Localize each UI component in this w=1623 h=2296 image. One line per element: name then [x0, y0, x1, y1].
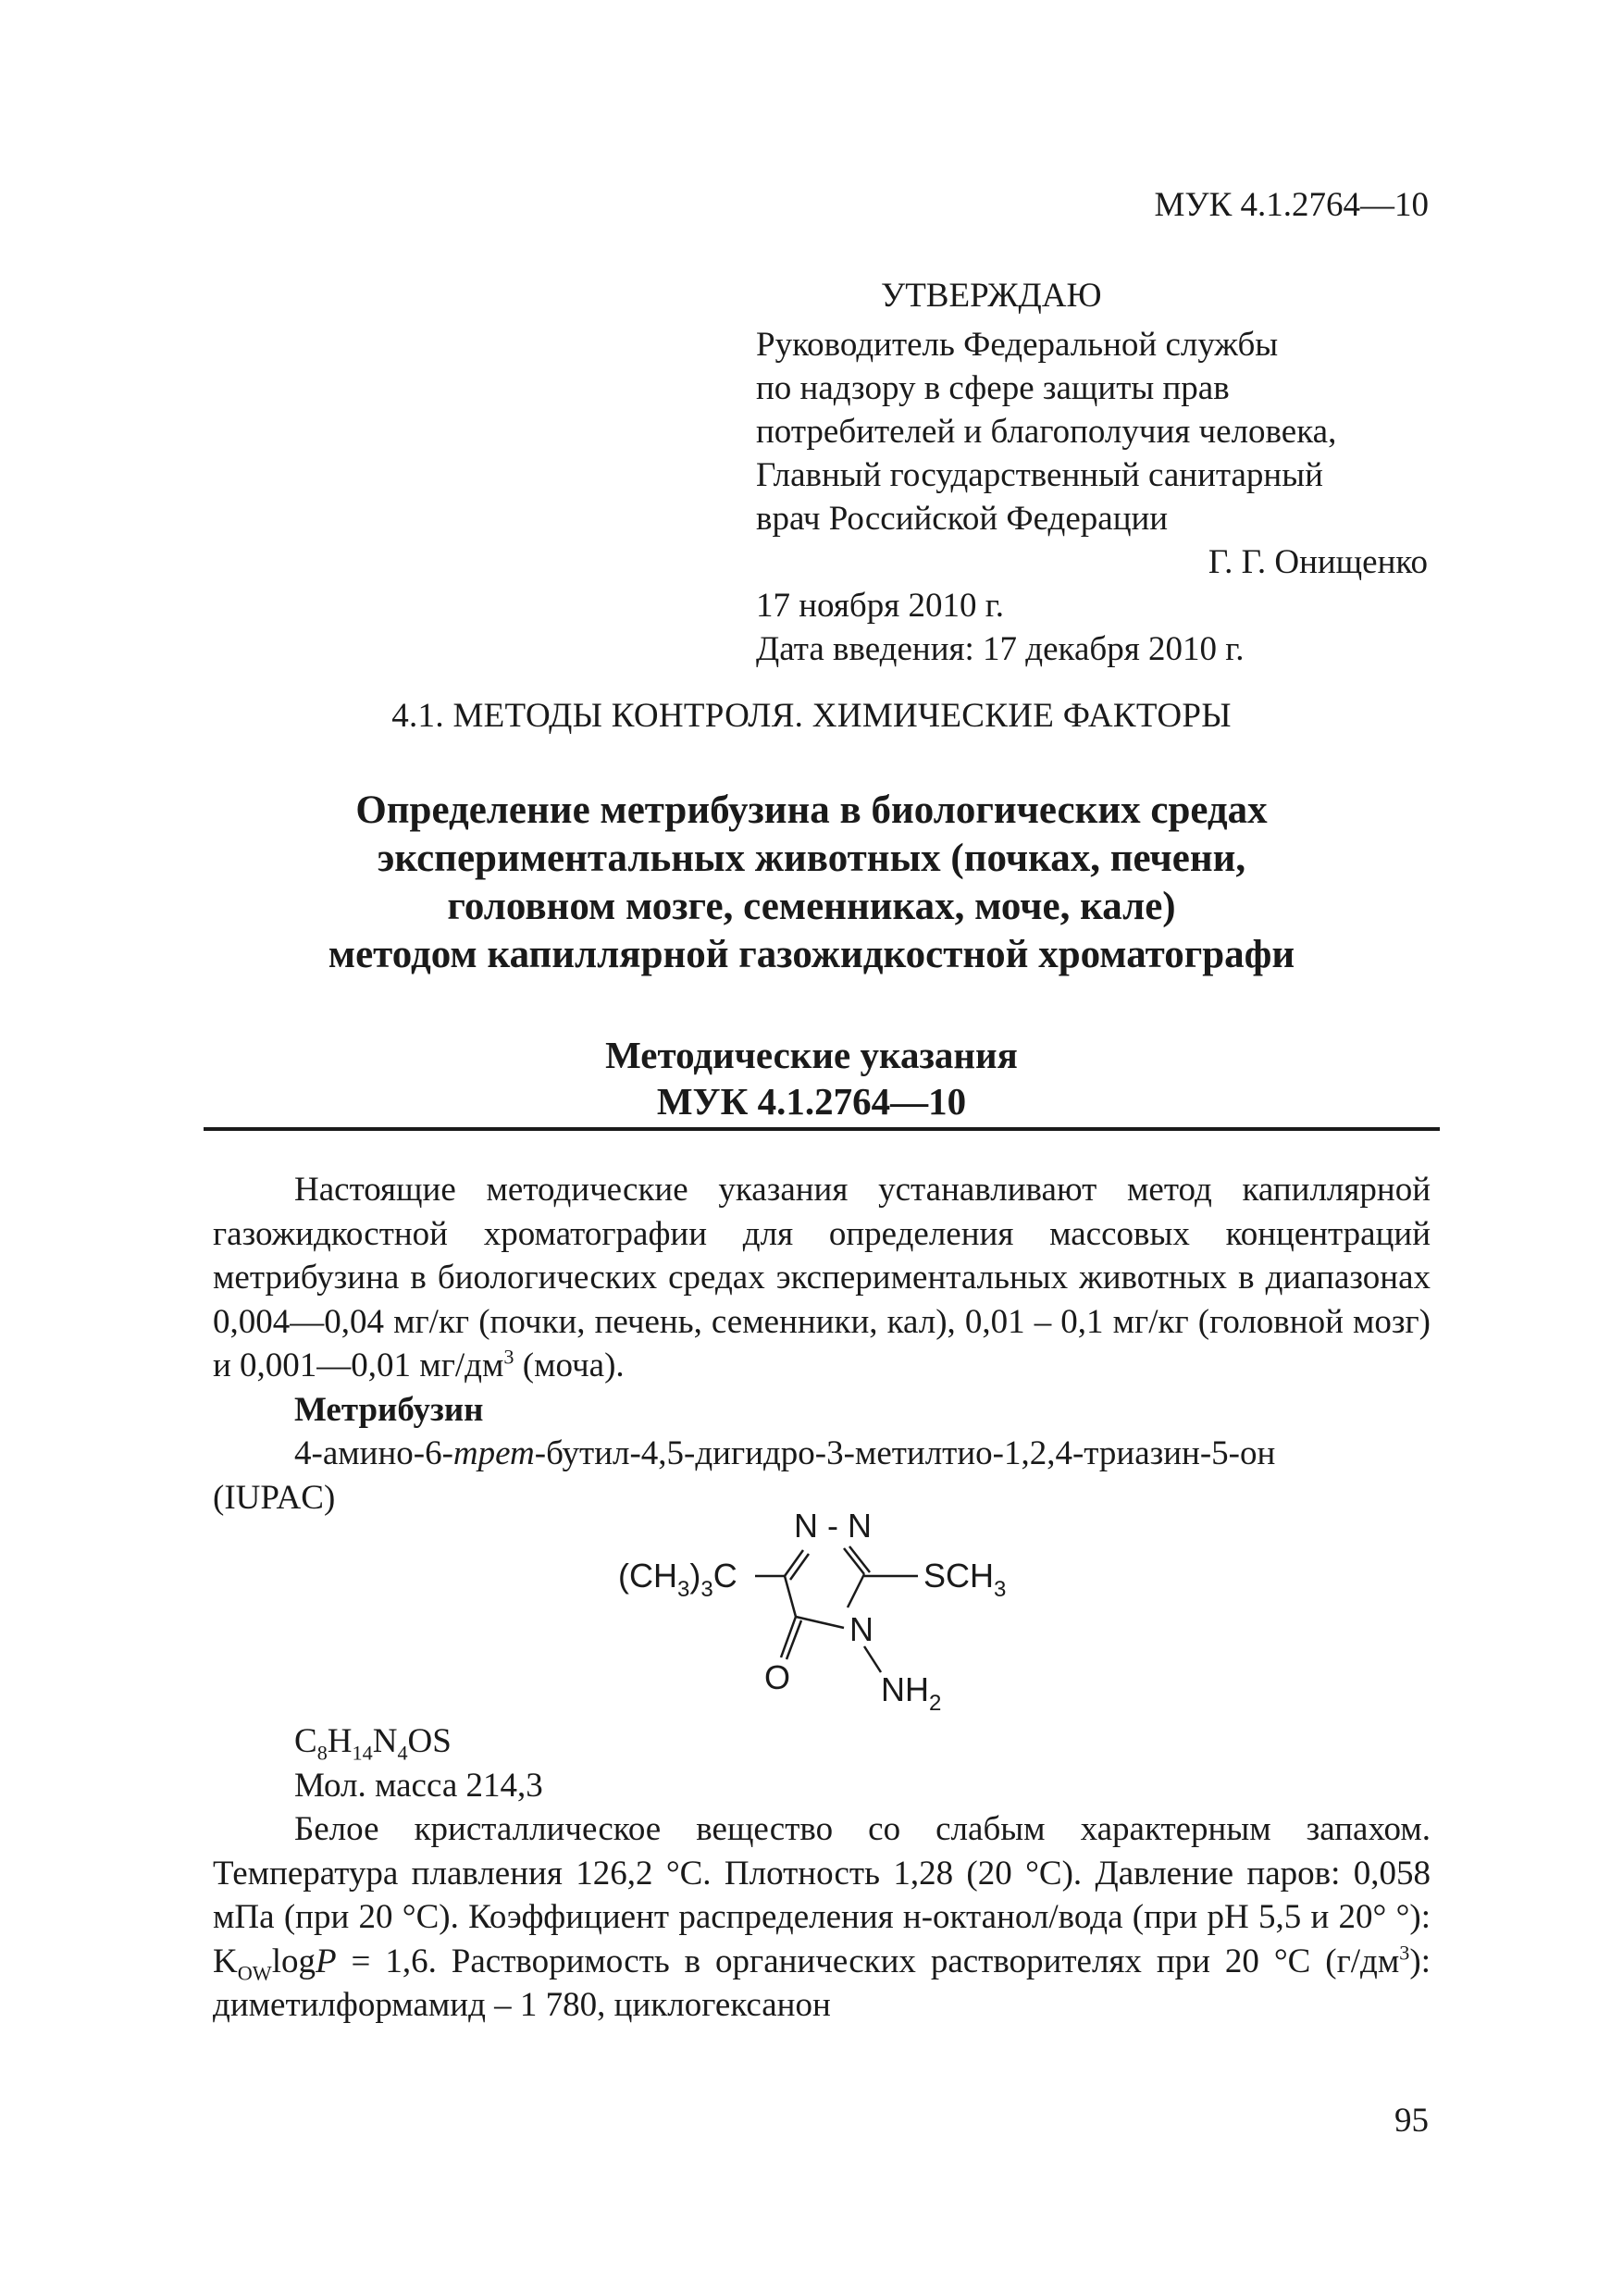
- approval-line: потребителей и благополучия человека,: [756, 413, 1337, 451]
- approval-block: [756, 274, 1437, 671]
- structure-amine: $NH_2$: [881, 1670, 942, 1716]
- substance-name: Метрибузин: [294, 1390, 484, 1429]
- properties-text-3: ): диметилформамид – 1 780, циклогексанон: [213, 1942, 1431, 2024]
- page-number: 95: [1394, 2102, 1429, 2140]
- document-code: МУК 4.1.2764—10: [1154, 186, 1429, 224]
- properties-paragraph: [213, 1807, 1431, 2028]
- structure-right-group: $SCH_3$: [923, 1557, 1007, 1602]
- intro-superscript: 3: [503, 1345, 514, 1369]
- properties-text: Белое кристаллическое вещество со слабым характерным запахом. Температура плавления 126,2 °С. Плотность 1,28 (20 °С). Давление паров: 0,058 мПа (при 20 °С). Коэффициент распределения н-октанол/вода (при рН 5,5 и 20° °): K: [213, 1810, 1431, 1980]
- iupac-italic: трет: [452, 1434, 535, 1472]
- main-title-line: методом капиллярной газожидкостной хроматографи: [328, 933, 1295, 976]
- subtitle: [0, 1032, 1623, 1124]
- iupac-prefix: 4-амино-6-: [294, 1434, 453, 1472]
- intro-text: Настоящие методические указания устанавливают метод капиллярной газожидкостной хроматографии для определения массовых концентраций метрибузина в биологических средах экспериментальных животных в диапазонах 0,004—0,04 мг/кг (почки, печень, семенники, кал), 0,01 – 0,1 мг/кг (головной мозг) и 0,001—0,01 мг/дм: [213, 1171, 1431, 1384]
- structure-n-mid: N: [849, 1610, 873, 1648]
- bond-c-o-double: [787, 1620, 801, 1659]
- iupac-tag: (IUPAC): [213, 1478, 336, 1517]
- subtitle-line: Методические указания: [605, 1034, 1018, 1076]
- bond-c-n-top-double: [790, 1554, 809, 1580]
- intro-text-end: (моча).: [514, 1347, 625, 1384]
- molecular-formula: $C_8H_{14}N_4OS$: [294, 1722, 452, 1765]
- bond-c3-n4: [848, 1574, 864, 1607]
- structural-formula: [555, 1504, 1073, 1717]
- approval-title: УТВЕРЖДАЮ: [881, 277, 1102, 315]
- signatory-name: Г. Г. Онищенко: [1208, 543, 1428, 581]
- main-title-line: головном мозге, семенниках, моче, кале): [447, 885, 1176, 928]
- main-title-line: экспериментальных животных (почках, печени,: [377, 837, 1246, 880]
- body-text: [213, 1168, 1431, 1520]
- structure-diagram: [555, 1504, 1073, 1717]
- structure-bonds: [755, 1546, 918, 1672]
- main-title: [0, 787, 1623, 979]
- iupac-name: [213, 1432, 1431, 1476]
- log-text: log: [271, 1942, 316, 1980]
- bond-c-n-top: [785, 1550, 803, 1576]
- approval-line: врач Российской Федерации: [756, 500, 1169, 538]
- bond-n4-nh2: [864, 1646, 881, 1672]
- structure-oxygen: O: [764, 1658, 791, 1696]
- molecular-mass: Мол. масса 214,3: [294, 1766, 543, 1805]
- approval-line: по надзору в сфере защиты прав: [756, 369, 1230, 407]
- approval-line: Руководитель Федеральной службы: [756, 326, 1279, 364]
- k-subscript: OW: [237, 1960, 272, 1984]
- after-formula-text: [213, 1719, 1431, 2028]
- p-italic: P: [315, 1942, 337, 1980]
- properties-superscript: 3: [1399, 1941, 1410, 1965]
- iupac-suffix: -бутил-4,5-дигидро-3-метилтио-1,2,4-триазин-5-он: [534, 1434, 1276, 1472]
- subtitle-code: МУК 4.1.2764—10: [656, 1080, 967, 1123]
- divider-rule: [204, 1127, 1440, 1131]
- introduction-date: Дата введения: 17 декабря 2010 г.: [756, 630, 1245, 668]
- section-title: 4.1. МЕТОДЫ КОНТРОЛЯ. ХИМИЧЕСКИЕ ФАКТОРЫ: [391, 697, 1232, 735]
- main-title-line: Определение метрибузина в биологических средах: [355, 788, 1268, 832]
- bond-co-n4: [796, 1617, 844, 1628]
- structure-n-top: N - N: [794, 1507, 872, 1545]
- properties-text-2: = 1,6. Растворимость в органических растворителях при 20 °С (г/дм: [336, 1942, 1400, 1980]
- structure-left-group: $(CH_3)_3C$: [618, 1557, 737, 1602]
- intro-paragraph: [213, 1168, 1431, 1388]
- approval-line: Главный государственный санитарный: [756, 456, 1323, 494]
- bond-c-co: [785, 1576, 796, 1617]
- approval-date: 17 ноября 2010 г.: [756, 587, 1004, 625]
